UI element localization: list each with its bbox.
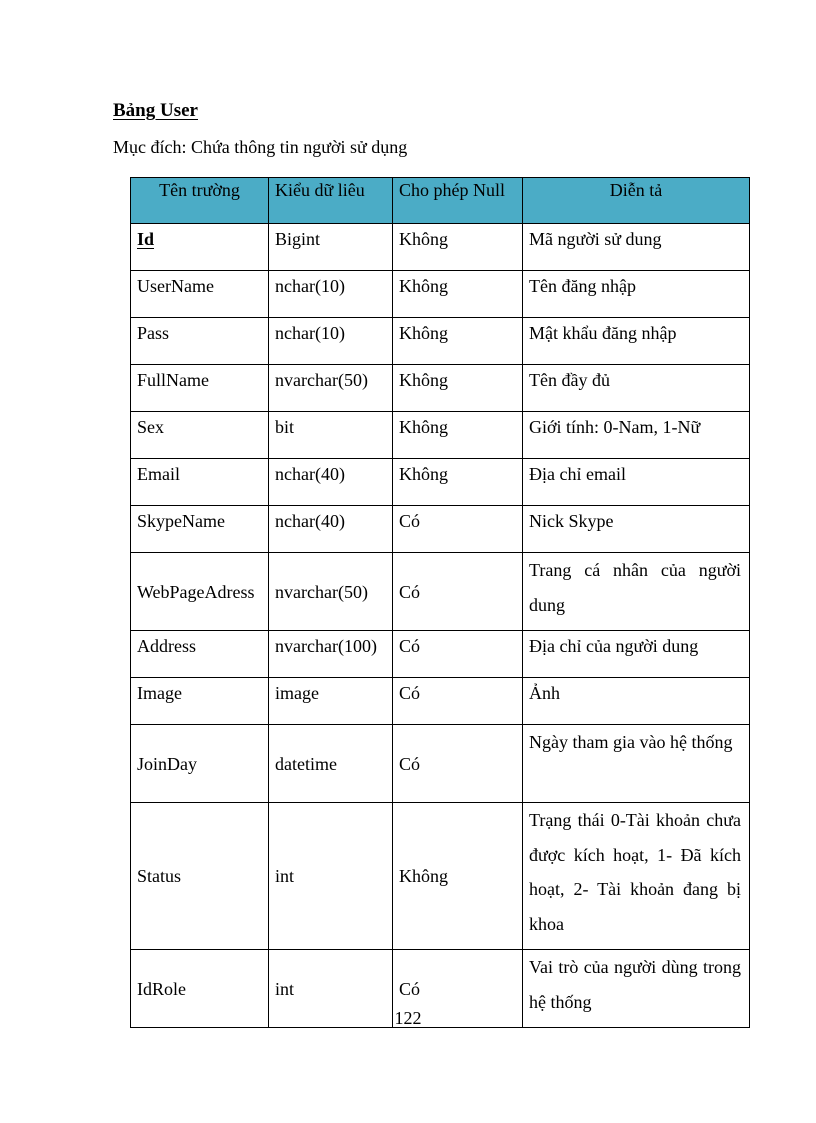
table-row xyxy=(131,553,750,631)
data-type-cell: bit xyxy=(269,412,393,459)
description-cell: Tên đầy đủ xyxy=(523,365,750,412)
table-row xyxy=(131,318,750,365)
table-row xyxy=(131,725,750,803)
nullable-cell: Không xyxy=(393,412,523,459)
table-row xyxy=(131,412,750,459)
data-type-cell: nchar(40) xyxy=(269,459,393,506)
data-type-cell: nchar(10) xyxy=(269,318,393,365)
field-name-cell: Pass xyxy=(131,318,269,365)
data-type-cell: nchar(40) xyxy=(269,506,393,553)
header-allow-null: Cho phép Null xyxy=(393,178,523,224)
table-row xyxy=(131,678,750,725)
field-name-cell: FullName xyxy=(131,365,269,412)
page-number: 122 xyxy=(394,1008,422,1028)
description-cell: Địa chỉ email xyxy=(523,459,750,506)
description-cell: Mã người sử dung xyxy=(523,224,750,271)
field-name-cell: Image xyxy=(131,678,269,725)
table-row xyxy=(131,224,750,271)
purpose-text: Mục đích: Chứa thông tin người sử dụng xyxy=(113,137,408,157)
section-heading: Bảng User xyxy=(113,100,198,121)
description-cell: Vai trò của người dùng trong hệ thống xyxy=(523,950,750,1028)
nullable-cell: Có xyxy=(393,553,523,631)
table-row xyxy=(131,459,750,506)
description-cell: Giới tính: 0-Nam, 1-Nữ xyxy=(523,412,750,459)
field-name-cell: Email xyxy=(131,459,269,506)
data-type-cell: datetime xyxy=(269,725,393,803)
description-cell: Mật khẩu đăng nhập xyxy=(523,318,750,365)
data-type-cell: int xyxy=(269,950,393,1028)
table-row xyxy=(131,631,750,678)
field-name-cell: IdRole xyxy=(131,950,269,1028)
field-name-cell: Address xyxy=(131,631,269,678)
header-description: Diễn tả xyxy=(523,178,750,224)
nullable-cell: Có xyxy=(393,506,523,553)
nullable-cell: Không xyxy=(393,224,523,271)
nullable-cell: Có xyxy=(393,725,523,803)
nullable-cell: Không xyxy=(393,459,523,506)
data-type-cell: nchar(10) xyxy=(269,271,393,318)
field-name-cell: WebPageAdress xyxy=(131,553,269,631)
description-cell: Tên đăng nhập xyxy=(523,271,750,318)
table-row xyxy=(131,506,750,553)
nullable-cell: Không xyxy=(393,318,523,365)
data-type-cell: int xyxy=(269,803,393,950)
nullable-cell: Không xyxy=(393,271,523,318)
data-type-cell: nvarchar(50) xyxy=(269,365,393,412)
data-type-cell: Bigint xyxy=(269,224,393,271)
primary-key-field: Id xyxy=(137,229,155,249)
header-field-name: Tên trường xyxy=(131,178,269,224)
field-name-cell: JoinDay xyxy=(131,725,269,803)
field-name-cell xyxy=(131,224,269,271)
nullable-cell: Có xyxy=(393,631,523,678)
table-row xyxy=(131,803,750,950)
description-cell: Trang cá nhân của người dung xyxy=(523,553,750,631)
field-name-cell: UserName xyxy=(131,271,269,318)
nullable-cell: Không xyxy=(393,803,523,950)
description-cell: Nick Skype xyxy=(523,506,750,553)
description-cell: Ảnh xyxy=(523,678,750,725)
table-header-row xyxy=(131,178,750,224)
description-cell: Trạng thái 0-Tài khoản chưa được kích hoạt, 1- Đã kích hoạt, 2- Tài khoản đang bị khoa xyxy=(523,803,750,950)
header-data-type: Kiểu dữ liêu xyxy=(269,178,393,224)
nullable-cell: Có xyxy=(393,678,523,725)
user-table-schema xyxy=(130,177,750,1028)
field-name-cell: SkypeName xyxy=(131,506,269,553)
description-cell: Địa chỉ của người dung xyxy=(523,631,750,678)
data-type-cell: nvarchar(50) xyxy=(269,553,393,631)
nullable-cell: Không xyxy=(393,365,523,412)
data-type-cell: image xyxy=(269,678,393,725)
table-row xyxy=(131,271,750,318)
data-type-cell: nvarchar(100) xyxy=(269,631,393,678)
field-name-cell: Status xyxy=(131,803,269,950)
table-row xyxy=(131,365,750,412)
nullable-cell: Có xyxy=(393,950,523,1028)
description-cell: Ngày tham gia vào hệ thống xyxy=(523,725,750,803)
field-name-cell: Sex xyxy=(131,412,269,459)
